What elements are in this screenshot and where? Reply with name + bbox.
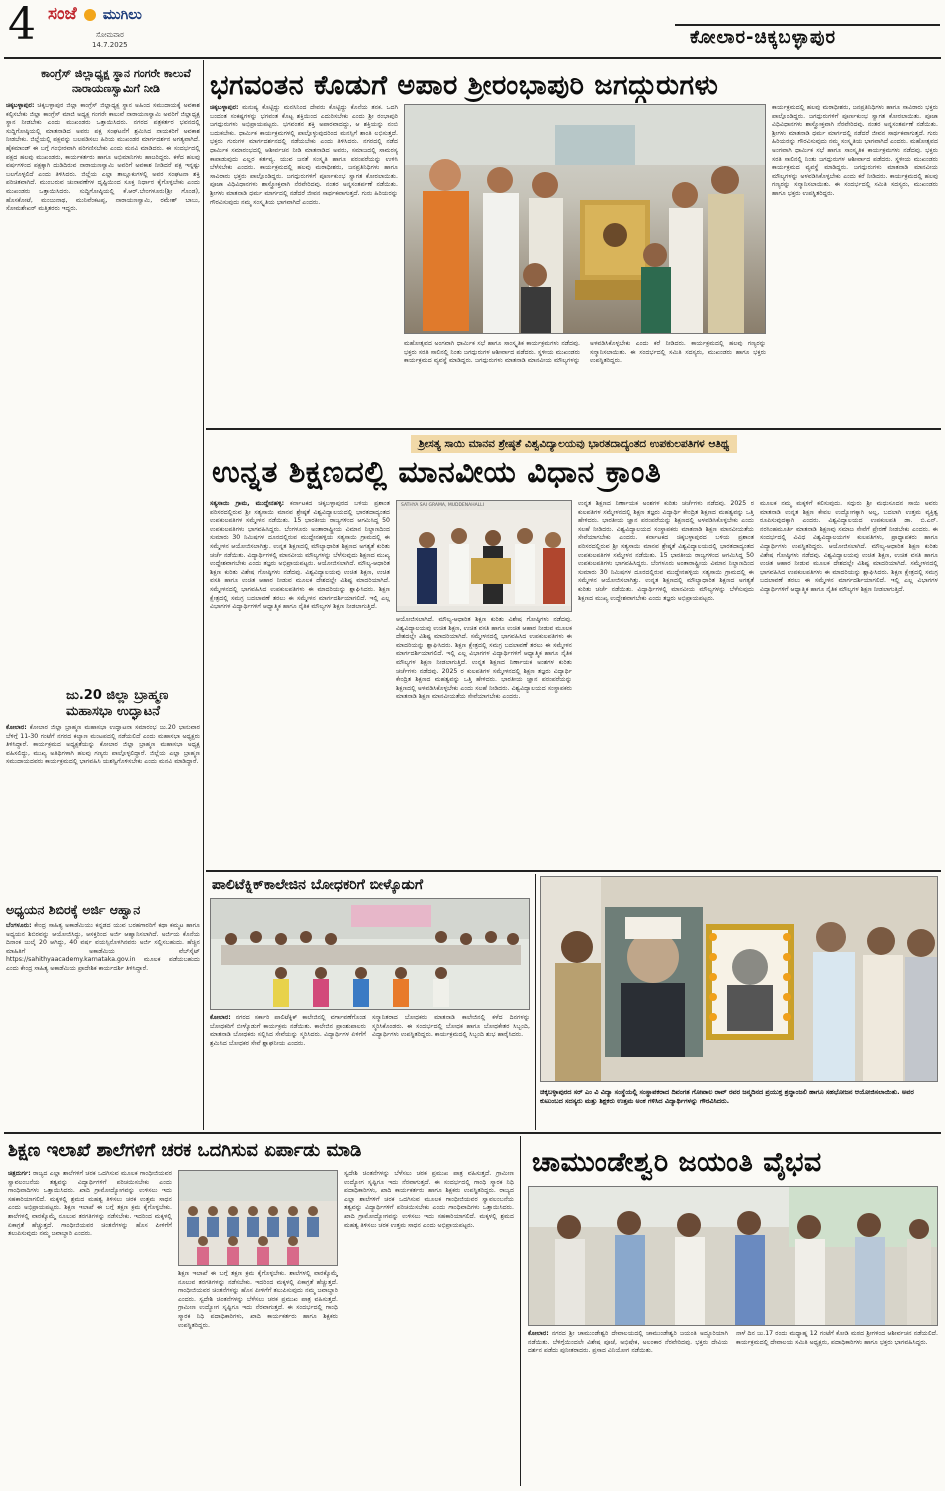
chamundeshwari-dateline: ಕೋಲಾರ: — [528, 1330, 549, 1337]
charaka-col-2-cont: ಸ್ವದೇಶಿ ಚಿಂತನೆಗಳನ್ನು ಬೆಳೆಸಲು ಚರಕ ಪ್ರಮುಖ ಪಾತ್ರ ವಹಿಸುತ್ತದೆ. ಗ್ರಾಮೀಣ ಉದ್ಯೋಗ ಸೃಷ್ಟಿಗೂ ಇದು ನೆರವಾಗುತ್ತದೆ. ಈ ಸಂದರ್ಭದಲ್ಲಿ ಗಾಂಧಿ ಸ್ಮಾರಕ ನಿಧಿ ಪದಾಧಿಕಾರಿಗಳು, ಖಾದಿ ಕಾರ್ಯಕರ್ತರು ಹಾಗೂ ಶಿಕ್ಷಕರು ಉಪಸ್ಥಿತರಿದ್ದರು. — [178, 1295, 338, 1329]
polytechnic-photo-illustration — [211, 899, 529, 1009]
polytechnic-dateline: ಕೋಲಾರ: — [210, 1014, 231, 1021]
visvesvaraya-photo — [540, 876, 938, 1082]
education-headline: ಉನ್ನತ ಶಿಕ್ಷಣದಲ್ಲಿ ಮಾನವೀಯ ವಿಧಾನ ಕ್ರಾಂತಿ — [212, 455, 662, 490]
education-photo-caption: SATHYA SAI GRAMA, MUDDENAHALLI — [401, 503, 485, 508]
education-photo — [396, 500, 572, 612]
chamundeshwari-photo — [528, 1186, 938, 1326]
left-story-3-dateline: ಬೆಂಗಳೂರು: — [6, 922, 32, 929]
charaka-col-3-cont: ರಾಜ್ಯದ ಎಲ್ಲಾ ಶಾಲೆಗಳಿಗೆ ಚರಕ ಒದಗಿಸುವ ಮೂಲಕ ಗಾಂಧೀಜಿಯವರ ಸ್ವಾವಲಂಬನೆಯ ತತ್ವವನ್ನು ವಿದ್ಯಾರ್ಥಿಗಳಿಗೆ ಪರಿಚಯಿಸಬೇಕು ಎಂದು ಗಾಂಧಿವಾದಿಗಳು ಒತ್ತಾಯಿಸಿದರು. ಖಾದಿ ಗ್ರಾಮೋದ್ಯೋಗವನ್ನು ಉಳಿಸಲು ಇದು ಸಹಕಾರಿಯಾಗಲಿದೆ. ಮಕ್ಕಳಲ್ಲಿ ಶ್ರಮದ ಮಹತ್ವ ತಿಳಿಸಲು ಚರಕ ಉತ್ತಮ ಸಾಧನ ಎಂದು ಅಭಿಪ್ರಾಯಪಟ್ಟರು. — [344, 1187, 514, 1229]
education-col-2-text: ಆಯೋಜಿಸಲಾಗಿದೆ. ಮೌಲ್ಯ-ಆಧಾರಿತ ಶಿಕ್ಷಣ ಕುರಿತು ವಿಶೇಷ ಗೋಷ್ಠಿಗಳು ನಡೆದವು. ವಿಶ್ವವಿದ್ಯಾಲಯವು ಉಚಿತ ಶಿಕ್ಷಣ, ಉಚಿತ ವಸತಿ ಹಾಗೂ ಉಚಿತ ಆಹಾರ ನೀಡುವ ಮೂಲಕ ದೇಶದಲ್ಲೇ ವಿಶಿಷ್ಟ ಮಾದರಿಯಾಗಿದೆ. ಸಮ್ಮೇಳನದಲ್ಲಿ ಭಾಗವಹಿಸಿದ ಉಪಕುಲಪತಿಗಳು ಈ ಮಾದರಿಯನ್ನು ಶ್ಲಾಘಿಸಿದರು. ಶಿಕ್ಷಣ ಕ್ಷೇತ್ರದಲ್ಲಿ ಸಮಗ್ರ ಬದಲಾವಣೆ ತರಲು ಈ ಸಮ್ಮೇಳನ ಮಾರ್ಗದರ್ಶಿಯಾಗಲಿದೆ. ಇಲ್ಲಿ ಎಲ್ಲ ವಿಭಾಗಗಳ ವಿದ್ಯಾರ್ಥಿಗಳಿಗೆ ಆಧ್ಯಾತ್ಮಿಕ ಹಾಗೂ ನೈತಿಕ ಮೌಲ್ಯಗಳ ಶಿಕ್ಷಣ ನೀಡಲಾಗುತ್ತಿದೆ. — [396, 616, 572, 666]
lead-photo — [404, 104, 766, 334]
left-story-2-body: ಕೋಲಾರ ಜಿಲ್ಲಾ ಬ್ರಾಹ್ಮಣ ಮಹಾಸಭಾ ಉದ್ಘಾಟನಾ ಸಮಾರಂಭ ಜು.20 ಭಾನುವಾರ ಬೆಳಿಗ್ಗೆ 11-30 ಗಂಟೆಗೆ ನಗರದ ಕಲ್ಯಾಣ ಮಂಟಪದಲ್ಲಿ ನಡೆಯಲಿದೆ ಎಂದು ಮಹಾಸಭಾ ಅಧ್ಯಕ್ಷರು ತಿಳಿಸಿದ್ದಾರೆ. ಕಾರ್ಯಕ್ರಮದ ಅಧ್ಯಕ್ಷತೆಯನ್ನು ಕೋಲಾರ ಜಿಲ್ಲಾ ಬ್ರಾಹ್ಮಣ ಮಹಾಸಭಾ ಅಧ್ಯಕ್ಷ ವಹಿಸಲಿದ್ದು, ಮುಖ್ಯ ಅತಿಥಿಗಳಾಗಿ ಹಲವು ಗಣ್ಯರು ಪಾಲ್ಗೊಳ್ಳಲಿದ್ದಾರೆ. ಜಿಲ್ಲೆಯ ಎಲ್ಲಾ ಬ್ರಾಹ್ಮಣ ಸಮುದಾಯದವರು ಕಾರ್ಯಕ್ರಮದಲ್ಲಿ ಭಾಗವಹಿಸಿ ಯಶಸ್ವಿಗೊಳಿಸಬೇಕು ಎಂದು ಮನವಿ ಮಾಡಿದ್ದಾರೆ. — [6, 724, 200, 766]
logo-sanje: ಸಂಜೆ — [48, 4, 77, 24]
polytechnic-col-1-text: ನಗರದ ಸರ್ಕಾರಿ ಪಾಲಿಟೆಕ್ನಿಕ್ ಕಾಲೇಜಿನಲ್ಲಿ ವರ್ಗಾವಣೆಗೊಂಡ ಬೋಧಕರಿಗೆ ಬೀಳ್ಕೊಡುಗೆ ಕಾರ್ಯಕ್ರಮ ನಡೆಯಿತು. ಕಾಲೇಜಿನ ಪ್ರಾಂಶುಪಾಲರು ಮಾತನಾಡಿ ಬೋಧಕರು ಸಲ್ಲಿಸಿದ ಸೇವೆಯನ್ನು ಸ್ಮರಿಸಿದರು. ವಿದ್ಯಾರ್ಥಿಗಳ ಏಳಿಗೆಗೆ ಶ್ರಮಿಸಿದ ಬೋಧಕರ ಸೇವೆ ಶ್ಲಾಘನೀಯ ಎಂದರು. — [210, 1014, 366, 1047]
education-col-3 — [578, 500, 754, 868]
charaka-dateline: ಚಿತ್ರದುರ್ಗ: — [8, 1170, 31, 1177]
lead-photo-illustration — [405, 105, 765, 333]
left-story-3-headline: ಅಧ್ಯಯನ ಶಿಬಿರಕ್ಕೆ ಅರ್ಜಿ ಆಹ್ವಾನ — [6, 902, 141, 917]
masthead-date: 14.7.2025 — [92, 41, 128, 49]
education-col-1 — [210, 500, 390, 868]
charaka-col-2 — [178, 1270, 338, 1486]
left-story-3 — [6, 902, 200, 1128]
chamundeshwari-col-2-text: ನಾಳೆ ದಿನ ಜು.17 ರಂದು ಮಧ್ಯಾಹ್ನ 12 ಗಂಟೆಗೆ ಕೋಡಿ ಮಠದ ಶ್ರೀಗಳಿಂದ ಆಶೀರ್ವಚನ ನಡೆಯಲಿದೆ. ಕಾರ್ಯಕ್ರಮದಲ್ಲಿ ದೇವಾಲಯ ಸಮಿತಿ ಅಧ್ಯಕ್ಷರು, ಪದಾಧಿಕಾರಿಗಳು ಹಾಗೂ ಭಕ್ತರು ಭಾಗವಹಿಸಿದ್ದರು. — [736, 1330, 938, 1346]
lead-col-4-text-cont: ಮಹೋತ್ಸವದ ಅಂಗವಾಗಿ ಧಾರ್ಮಿಕ ಸಭೆ ಹಾಗೂ ಸಾಂಸ್ಕೃತಿಕ ಕಾರ್ಯಕ್ರಮಗಳು ನಡೆದವು. ಭಕ್ತರು ಸರತಿ ಸಾಲಿನಲ್ಲಿ ನಿಂತು ಜಗದ್ಗುರುಗಳ ಆಶೀರ್ವಾದ ಪಡೆದರು. ಸ್ಥಳೀಯ ಮುಖಂಡರು ಕಾರ್ಯಕ್ರಮದ ವ್ಯವಸ್ಥೆ ಮಾಡಿದ್ದರು. ಜಗದ್ಗುರುಗಳು ಮಾತನಾಡಿ ಮಾನವೀಯ ಮೌಲ್ಯಗಳನ್ನು ಅಳವಡಿಸಿಕೊಳ್ಳಬೇಕು ಎಂದು ಕರೆ ನೀಡಿದರು. ಕಾರ್ಯಕ್ರಮದಲ್ಲಿ ಹಲವು ಗಣ್ಯರನ್ನು ಸನ್ಮಾನಿಸಲಾಯಿತು. ಈ ಸಂದರ್ಭದಲ್ಲಿ ಸಮಿತಿ ಸದಸ್ಯರು, ಮುಖಂಡರು ಹಾಗೂ ಭಕ್ತರು ಉಪಸ್ಥಿತರಿದ್ದರು. — [772, 138, 938, 197]
lead-headline: ಭಗವಂತನ ಕೊಡುಗೆ ಅಪಾರ ಶ್ರೀರಂಭಾಪುರಿ ಜಗದ್ಗುರುಗಳು — [210, 70, 719, 101]
education-kicker — [208, 432, 940, 450]
masthead-logo — [48, 4, 194, 32]
education-col-1-cont: ಆಯೋಜಿಸಲಾಗಿದೆ. ಮೌಲ್ಯ-ಆಧಾರಿತ ಶಿಕ್ಷಣ ಕುರಿತು ವಿಶೇಷ ಗೋಷ್ಠಿಗಳು ನಡೆದವು. ವಿಶ್ವವಿದ್ಯಾಲಯವು ಉಚಿತ ಶಿಕ್ಷಣ, ಉಚಿತ ವಸತಿ ಹಾಗೂ ಉಚಿತ ಆಹಾರ ನೀಡುವ ಮೂಲಕ ದೇಶದಲ್ಲೇ ವಿಶಿಷ್ಟ ಮಾದರಿಯಾಗಿದೆ. ಸಮ್ಮೇಳನದಲ್ಲಿ ಭಾಗವಹಿಸಿದ ಉಪಕುಲಪತಿಗಳು ಈ ಮಾದರಿಯನ್ನು ಶ್ಲಾಘಿಸಿದರು. ಶಿಕ್ಷಣ ಕ್ಷೇತ್ರದಲ್ಲಿ ಸಮಗ್ರ ಬದಲಾವಣೆ ತರಲು ಈ ಸಮ್ಮೇಳನ ಮಾರ್ಗದರ್ಶಿಯಾಗಲಿದೆ. ಇಲ್ಲಿ ಎಲ್ಲ ವಿಭಾಗಗಳ ವಿದ್ಯಾರ್ಥಿಗಳಿಗೆ ಆಧ್ಯಾತ್ಮಿಕ ಹಾಗೂ ನೈತಿಕ ಮೌಲ್ಯಗಳ ಶಿಕ್ಷಣ ನೀಡಲಾಗುತ್ತಿದೆ. — [210, 560, 390, 611]
left-story-3-body: ಕೇಂದ್ರ ಸಾಹಿತ್ಯ ಅಕಾಡೆಮಿಯು ಕನ್ನಡದ ಯುವ ಬರಹಗಾರರಿಗೆ ಕಥಾ ಕಮ್ಮಟ ಹಾಗೂ ಅಧ್ಯಯನ ಶಿಬಿರವನ್ನು ಆಯೋಜಿಸಿದ್ದು, ಆಸಕ್ತರಿಂದ ಅರ್ಜಿ ಆಹ್ವಾನಿಸಲಾಗಿದೆ. ಅರ್ಜಿಯ ಕೊನೆಯ ದಿನಾಂಕ ಜುಲೈ 20 ಆಗಿದ್ದು, 40 ವರ್ಷ ವಯಸ್ಸಿನೊಳಗಿನವರು ಅರ್ಜಿ ಸಲ್ಲಿಸಬಹುದು. ಹೆಚ್ಚಿನ ಮಾಹಿತಿಗೆ ಅಕಾಡೆಮಿಯ ವೆಬ್‌ಸೈಟ್ https://sahithyaacademy.karnataka.gov.in ಮೂಲಕ ಪಡೆಯಬಹುದು ಎಂದು ಕೇಂದ್ರ ಸಾಹಿತ್ಯ ಅಕಾಡೆಮಿಯ ಪ್ರಾದೇಶಿಕ ಕಾರ್ಯದರ್ಶಿ ತಿಳಿಸಿದ್ದಾರೆ. — [6, 922, 200, 972]
education-kicker-text: ಶ್ರೀಸತ್ಯ ಸಾಯಿ ಮಾನವ ಶ್ರೇಷ್ಠತೆ ವಿಶ್ವವಿದ್ಯಾಲಯವು ಭಾರತದಾದ್ಯಂತದ ಉಪಕುಲಪತಿಗಳ ಆತಿಥ್ಯ — [411, 435, 737, 453]
section-rule — [675, 24, 940, 26]
education-col-2-cont: ಉನ್ನತ ಶಿಕ್ಷಣದ ನಿರ್ಣಾಯಕ ಅಂಶಗಳ ಕುರಿತು ಚರ್ಚೆಗಳು ನಡೆದವು. 2025 ರ ಕುಲಪತಿಗಳ ಸಮ್ಮೇಳನದಲ್ಲಿ ಶಿಕ್ಷಣ ತಜ್ಞರು ವಿದ್ಯಾರ್ಥಿ ಕೇಂದ್ರಿತ ಶಿಕ್ಷಣದ ಮಹತ್ವವನ್ನು ಒತ್ತಿ ಹೇಳಿದರು. ಭಾರತೀಯ ಜ್ಞಾನ ಪರಂಪರೆಯನ್ನು ಶಿಕ್ಷಣದಲ್ಲಿ ಅಳವಡಿಸಿಕೊಳ್ಳಬೇಕು ಎಂದು ಸಲಹೆ ನೀಡಿದರು. ವಿಶ್ವವಿದ್ಯಾಲಯದ ಸಂಸ್ಥಾಪಕರು ಮಾತನಾಡಿ ಶಿಕ್ಷಣ ಮಾನವೀಯತೆಯ ಸೇವೆಯಾಗಬೇಕು ಎಂದರು. — [396, 658, 572, 701]
masthead-day: ಸೋಮವಾರ — [96, 31, 124, 39]
charaka-col-1-text: ರಾಜ್ಯದ ಎಲ್ಲಾ ಶಾಲೆಗಳಿಗೆ ಚರಕ ಒದಗಿಸುವ ಮೂಲಕ ಗಾಂಧೀಜಿಯವರ ಸ್ವಾವಲಂಬನೆಯ ತತ್ವವನ್ನು ವಿದ್ಯಾರ್ಥಿಗಳಿಗೆ ಪರಿಚಯಿಸಬೇಕು ಎಂದು ಗಾಂಧಿವಾದಿಗಳು ಒತ್ತಾಯಿಸಿದರು. ಖಾದಿ ಗ್ರಾಮೋದ್ಯೋಗವನ್ನು ಉಳಿಸಲು ಇದು ಸಹಕಾರಿಯಾಗಲಿದೆ. ಮಕ್ಕಳಲ್ಲಿ ಶ್ರಮದ ಮಹತ್ವ ತಿಳಿಸಲು ಚರಕ ಉತ್ತಮ ಸಾಧನ ಎಂದು ಅಭಿಪ್ರಾಯಪಟ್ಟರು. — [8, 1170, 172, 1212]
polytechnic-headline: ಪಾಲಿಟೆಕ್ನಿಕ್‌ಕಾಲೇಜಿನ ಬೋಧಕರಿಗೆ ಬೀಳ್ಕೊಡುಗೆ — [212, 877, 424, 893]
charaka-headline: ಶಿಕ್ಷಣ ಇಲಾಖೆ ಶಾಲೆಗಳಿಗೆ ಚರಕ ಒದಗಿಸುವ ಏರ್ಪಾಡು ಮಾಡಿ — [8, 1140, 362, 1161]
logo-mugilu: ಮುಗಿಲು — [102, 7, 142, 23]
left-story-2 — [6, 688, 200, 896]
lead-bottom-rule — [206, 428, 941, 430]
education-col-3-cont: ಕರ್ನಾಟಕದ ಚಿಕ್ಕಬಳ್ಳಾಪುರದ ಬಳಿಯ ಪ್ರಶಾಂತ ಪರಿಸರದಲ್ಲಿರುವ ಶ್ರೀ ಸತ್ಯಸಾಯಿ ಮಾನವ ಶ್ರೇಷ್ಠತೆ ವಿಶ್ವವಿದ್ಯಾಲಯದಲ್ಲಿ ಭಾರತದಾದ್ಯಂತದ ಉಪಕುಲಪತಿಗಳ ಸಮ್ಮೇಳನ ನಡೆಯಿತು. 15 ಭಾರತೀಯ ರಾಜ್ಯಗಳಿಂದ ಆಗಮಿಸಿದ್ದ 50 ಉಪಕುಲಪತಿಗಳು ಭಾಗವಹಿಸಿದ್ದರು. ಬೆಂಗಳೂರು ಅಂತಾರಾಷ್ಟ್ರೀಯ ವಿಮಾನ ನಿಲ್ದಾಣದಿಂದ ಸುಮಾರು 30 ನಿಮಿಷಗಳ ದೂರದಲ್ಲಿರುವ ಮುದ್ದೇನಹಳ್ಳಿಯ ಸತ್ಯಸಾಯಿ ಗ್ರಾಮದಲ್ಲಿ ಈ ಸಮ್ಮೇಳನ ಆಯೋಜಿಸಲಾಗಿತ್ತು. ಉನ್ನತ ಶಿಕ್ಷಣದಲ್ಲಿ ಮೌಲ್ಯಾಧಾರಿತ ಶಿಕ್ಷಣದ ಅಗತ್ಯತೆ ಕುರಿತು ಚರ್ಚೆ ನಡೆಯಿತು. ವಿದ್ಯಾರ್ಥಿಗಳಲ್ಲಿ ಮಾನವೀಯ ಮೌಲ್ಯಗಳನ್ನು ಬೆಳೆಸುವುದು ಶಿಕ್ಷಣದ ಮುಖ್ಯ ಉದ್ದೇಶವಾಗಬೇಕು ಎಂದು ತಜ್ಞರು ಅಭಿಪ್ರಾಯಪಟ್ಟರು. — [578, 534, 754, 602]
lead-col-3 — [404, 340, 766, 424]
bottom-split-rule — [520, 1136, 521, 1486]
section-title: ಕೋಲಾರ-ಚಿಕ್ಕಬಳ್ಳಾಪುರ — [690, 27, 837, 48]
visvesvaraya-caption: ಚಿಕ್ಕಬಳ್ಳಾಪುರದ ಸರ್ ಎಂ ವಿ ವಿದ್ಯಾ ಸಂಸ್ಥೆಯಲ್ಲಿ ಸಂಸ್ಥಾಪಕರಾದ ದಿವಂಗತ ಗೋಪಾಲ ರಾವ್ ರವರ ಜನ್ಮದಿನದ ಪ್ರಯುಕ್ತ ಶ್ರದ್ಧಾಂಜಲಿ ಹಾಗೂ ಸಹಭೋಜನ ಆಯೋಜಿಸಲಾಯಿತು. ಅವರ ಕುಟುಂಬದ ಸದಸ್ಯರು ಮತ್ತು ಶಿಕ್ಷಕರು ಉತ್ತಮ ಅಂಕ ಗಳಿಸಿದ ವಿದ್ಯಾರ್ಥಿಗಳನ್ನು ಗೌರವಿಸಿದರು. — [540, 1088, 914, 1105]
lead-col-1-text: ಮನುಷ್ಯ ಕೊಟ್ಟಿದ್ದು ಮನಸಿನಿಂದ ದೇವರು ಕೊಟ್ಟಿದ್ದು ಕೊನೆಯ ತನಕ. ಒದಗಿ ಬಂದಂತ ಸಂಕಷ್ಟಗಳನ್ನು ಭಗವಂತ ಕೊಟ್ಟ ಶಕ್ತಿಯಿಂದ ಎದುರಿಸಬೇಕು ಎಂದು ಶ್ರೀ ರಂಭಾಪುರಿ ಜಗದ್ಗುರುಗಳು ಅಭಿಪ್ರಾಯಪಟ್ಟರು. ಭಗವಂತನ ಶಕ್ತಿ ಅಪಾರವಾದದ್ದು, ಆ ಶಕ್ತಿಯನ್ನು ನಂಬಿ ಬದುಕಬೇಕು. ಧಾರ್ಮಿಕ ಕಾರ್ಯಕ್ರಮಗಳಲ್ಲಿ ಪಾಲ್ಗೊಳ್ಳುವುದರಿಂದ ಮನಸ್ಸಿಗೆ ಶಾಂತಿ ಲಭಿಸುತ್ತದೆ. ಭಕ್ತರು ಗುರುಗಳ ಮಾರ್ಗದರ್ಶನದಲ್ಲಿ ನಡೆಯಬೇಕು ಎಂದು ತಿಳಿಸಿದರು. ನಗರದಲ್ಲಿ ನಡೆದ ಧಾರ್ಮಿಕ ಸಮಾರಂಭದಲ್ಲಿ ಆಶೀರ್ವಚನ ನೀಡಿ ಮಾತನಾಡಿದ ಅವರು, ಸಮಾಜದಲ್ಲಿ ಸಾಮರಸ್ಯ ಕಾಪಾಡುವುದು ಎಲ್ಲರ ಕರ್ತವ್ಯ. ಯುವ ಜನತೆ ಸಂಸ್ಕೃತಿ ಹಾಗೂ ಪರಂಪರೆಯನ್ನು ಉಳಿಸಿ ಬೆಳೆಸಬೇಕು ಎಂದರು. — [210, 104, 398, 172]
charaka-col-3 — [344, 1170, 514, 1486]
left-story-2-headline: ಜು.20 ಜಿಲ್ಲಾ ಬ್ರಾಹ್ಮಣ ಮಹಾಸಭಾ ಉದ್ಘಾಟನೆ — [66, 688, 169, 719]
polytechnic-col-2 — [372, 1014, 530, 1128]
lead-col-2-text: ಕಾರ್ಯಕ್ರಮದಲ್ಲಿ ಹಲವು ಮಠಾಧೀಶರು, ಜನಪ್ರತಿನಿಧಿಗಳು ಹಾಗೂ ಸಾವಿರಾರು ಭಕ್ತರು ಪಾಲ್ಗೊಂಡಿದ್ದರು. ಜಗದ್ಗುರುಗಳಿಗೆ ಪೂರ್ಣಕುಂಭ ಸ್ವಾಗತ ಕೋರಲಾಯಿತು. ಪೂಜಾ ವಿಧಿವಿಧಾನಗಳು ಶಾಸ್ತ್ರೋಕ್ತವಾಗಿ ನೆರವೇರಿದವು. ನಂತರ ಅನ್ನಸಂತರ್ಪಣೆ ನಡೆಯಿತು. ಶ್ರೀಗಳು ಮಾತನಾಡಿ ಧರ್ಮ ಮಾರ್ಗದಲ್ಲಿ ನಡೆದರೆ ಜೀವನ ಸಾರ್ಥಕವಾಗುತ್ತದೆ. ಗುರು ಹಿರಿಯರನ್ನು ಗೌರವಿಸುವುದು ನಮ್ಮ ಸಂಸ್ಕೃತಿಯ ಭಾಗವಾಗಿದೆ ಎಂದರು. — [210, 164, 398, 206]
masthead — [0, 0, 945, 58]
education-col-4 — [760, 500, 938, 868]
charaka-photo-illustration — [179, 1171, 337, 1265]
mid-bottom-rule — [4, 1132, 941, 1134]
left-story-2-dateline: ಕೋಲಾರ: — [6, 724, 27, 731]
lead-col-1 — [210, 104, 398, 424]
charaka-col-1-cont: ಶಿಕ್ಷಣ ಇಲಾಖೆ ಈ ಬಗ್ಗೆ ತಕ್ಷಣ ಕ್ರಮ ಕೈಗೊಳ್ಳಬೇಕು. ಶಾಲೆಗಳಲ್ಲಿ ವಾರಕ್ಕೊಮ್ಮೆ ನೂಲುವ ತರಗತಿಗಳನ್ನು ನಡೆಸಬೇಕು. ಇದರಿಂದ ಮಕ್ಕಳಲ್ಲಿ ಏಕಾಗ್ರತೆ ಹೆಚ್ಚುತ್ತದೆ. ಗಾಂಧೀಜಿಯವರ ಚಿಂತನೆಗಳನ್ನು ಹೊಸ ಪೀಳಿಗೆಗೆ ತಲುಪಿಸುವುದು ನಮ್ಮ ಜವಾಬ್ದಾರಿ ಎಂದರು. — [8, 1204, 172, 1238]
charaka-col-1 — [8, 1170, 172, 1486]
top-rule — [4, 57, 941, 59]
lead-col-3-text: ಮಹೋತ್ಸವದ ಅಂಗವಾಗಿ ಧಾರ್ಮಿಕ ಸಭೆ ಹಾಗೂ ಸಾಂಸ್ಕೃತಿಕ ಕಾರ್ಯಕ್ರಮಗಳು ನಡೆದವು. ಭಕ್ತರು ಸರತಿ ಸಾಲಿನಲ್ಲಿ ನಿಂತು ಜಗದ್ಗುರುಗಳ ಆಶೀರ್ವಾದ ಪಡೆದರು. ಸ್ಥಳೀಯ ಮುಖಂಡರು ಕಾರ್ಯಕ್ರಮದ ವ್ಯವಸ್ಥೆ ಮಾಡಿದ್ದರು. ಜಗದ್ಗುರುಗಳು ಮಾತನಾಡಿ ಮಾನವೀಯ ಮೌಲ್ಯಗಳನ್ನು ಅಳವಡಿಸಿಕೊಳ್ಳಬೇಕು ಎಂದು ಕರೆ ನೀಡಿದರು. ಕಾರ್ಯಕ್ರಮದಲ್ಲಿ ಹಲವು ಗಣ್ಯರನ್ನು ಸನ್ಮಾನಿಸಲಾಯಿತು. ಈ ಸಂದರ್ಭದಲ್ಲಿ ಸಮಿತಿ ಸದಸ್ಯರು, ಮುಖಂಡರು ಹಾಗೂ ಭಕ್ತರು ಉಪಸ್ಥಿತರಿದ್ದರು. — [404, 340, 766, 365]
education-photo-illustration — [397, 510, 571, 606]
visvesvaraya-photo-illustration — [541, 877, 937, 1081]
left-story-1-headline: ಕಾಂಗ್ರೆಸ್ ಜಿಲ್ಲಾಧ್ಯಕ್ಷ ಸ್ಥಾನ ಗಂಗರೇ ಕಾಲುವೆ ನಾರಾಯಣಸ್ವಾಮಿಗೆ ನೀಡಿ — [41, 67, 191, 95]
education-col-1-text: ಕರ್ನಾಟಕದ ಚಿಕ್ಕಬಳ್ಳಾಪುರದ ಬಳಿಯ ಪ್ರಶಾಂತ ಪರಿಸರದಲ್ಲಿರುವ ಶ್ರೀ ಸತ್ಯಸಾಯಿ ಮಾನವ ಶ್ರೇಷ್ಠತೆ ವಿಶ್ವವಿದ್ಯಾಲಯದಲ್ಲಿ ಭಾರತದಾದ್ಯಂತದ ಉಪಕುಲಪತಿಗಳ ಸಮ್ಮೇಳನ ನಡೆಯಿತು. 15 ಭಾರತೀಯ ರಾಜ್ಯಗಳಿಂದ ಆಗಮಿಸಿದ್ದ 50 ಉಪಕುಲಪತಿಗಳು ಭಾಗವಹಿಸಿದ್ದರು. ಬೆಂಗಳೂರು ಅಂತಾರಾಷ್ಟ್ರೀಯ ವಿಮಾನ ನಿಲ್ದಾಣದಿಂದ ಸುಮಾರು 30 ನಿಮಿಷಗಳ ದೂರದಲ್ಲಿರುವ ಮುದ್ದೇನಹಳ್ಳಿಯ ಸತ್ಯಸಾಯಿ ಗ್ರಾಮದಲ್ಲಿ ಈ ಸಮ್ಮೇಳನ ಆಯೋಜಿಸಲಾಗಿತ್ತು. ಉನ್ನತ ಶಿಕ್ಷಣದಲ್ಲಿ ಮೌಲ್ಯಾಧಾರಿತ ಶಿಕ್ಷಣದ ಅಗತ್ಯತೆ ಕುರಿತು ಚರ್ಚೆ ನಡೆಯಿತು. ವಿದ್ಯಾರ್ಥಿಗಳಲ್ಲಿ ಮಾನವೀಯ ಮೌಲ್ಯಗಳನ್ನು ಬೆಳೆಸುವುದು ಶಿಕ್ಷಣದ ಮುಖ್ಯ ಉದ್ದೇಶವಾಗಬೇಕು ಎಂದು ತಜ್ಞರು ಅಭಿಪ್ರಾಯಪಟ್ಟರು. — [210, 500, 390, 568]
sun-icon — [84, 9, 96, 21]
charaka-col-2-text: ಶಿಕ್ಷಣ ಇಲಾಖೆ ಈ ಬಗ್ಗೆ ತಕ್ಷಣ ಕ್ರಮ ಕೈಗೊಳ್ಳಬೇಕು. ಶಾಲೆಗಳಲ್ಲಿ ವಾರಕ್ಕೊಮ್ಮೆ ನೂಲುವ ತರಗತಿಗಳನ್ನು ನಡೆಸಬೇಕು. ಇದರಿಂದ ಮಕ್ಕಳಲ್ಲಿ ಏಕಾಗ್ರತೆ ಹೆಚ್ಚುತ್ತದೆ. ಗಾಂಧೀಜಿಯವರ ಚಿಂತನೆಗಳನ್ನು ಹೊಸ ಪೀಳಿಗೆಗೆ ತಲುಪಿಸುವುದು ನಮ್ಮ ಜವಾಬ್ದಾರಿ ಎಂದರು. — [178, 1270, 338, 1303]
polytechnic-col-1 — [210, 1014, 366, 1128]
left-story-1-dateline: ಚಿಕ್ಕಬಳ್ಳಾಪುರ: — [6, 102, 35, 109]
polytechnic-side-rule — [535, 874, 536, 1130]
education-col-4-text: ಮೂಲಕ ನಮ್ಮ ಮಕ್ಕಳಿಗೆ ಕಲಿಸುವುದು. ಸದ್ಗುರು ಶ್ರೀ ಮಧುಸೂದನ ಸಾಯಿ ಅವರು ಮಾತನಾಡಿ ಉನ್ನತ ಶಿಕ್ಷಣ ಕೇವಲ ಉದ್ಯೋಗಕ್ಕಾಗಿ ಅಲ್ಲ, ಬದಲಾಗಿ ಉತ್ತಮ ವ್ಯಕ್ತಿತ್ವ ರೂಪಿಸುವುದಕ್ಕಾಗಿ ಎಂದರು. ವಿಶ್ವವಿದ್ಯಾಲಯದ ಉಪಕುಲಪತಿ ಡಾ. ಬಿ.ಎನ್. ನರಸಿಂಹಮೂರ್ತಿ ಮಾತನಾಡಿ ಶಿಕ್ಷಣವು ಸಮಾಜ ಸೇವೆಗೆ ಪ್ರೇರಣೆ ನೀಡಬೇಕು ಎಂದರು. ಈ ಸಂದರ್ಭದಲ್ಲಿ ವಿವಿಧ ವಿಶ್ವವಿದ್ಯಾಲಯಗಳ ಕುಲಪತಿಗಳು, ಪ್ರಾಧ್ಯಾಪಕರು ಹಾಗೂ ವಿದ್ಯಾರ್ಥಿಗಳು ಉಪಸ್ಥಿತರಿದ್ದರು. — [760, 500, 938, 550]
chamundeshwari-headline: ಚಾಮುಂಡೇಶ್ವರಿ ಜಯಂತಿ ವೈಭವ — [532, 1147, 822, 1178]
left-story-1-body: ಚಿಕ್ಕಬಳ್ಳಾಪುರ ಜಿಲ್ಲಾ ಕಾಂಗ್ರೆಸ್ ಜಿಲ್ಲಾಧ್ಯಕ್ಷ ಸ್ಥಾನ ಅಹಿಂದ ಸಮುದಾಯಕ್ಕೆ ಅವಕಾಶ ಕಲ್ಪಿಸಬೇಕು ಜಿಲ್ಲಾ ಕಾಂಗ್ರೆಸ್ ಮಾಜಿ ಅಧ್ಯಕ್ಷ ಗಂಗರೇ ಕಾಲುವೆ ನಾರಾಯಣಸ್ವಾಮಿ ಅವರಿಗೆ ಜಿಲ್ಲಾಧ್ಯಕ್ಷ ಸ್ಥಾನ ನೀಡಬೇಕು ಎಂದು ಮುಖಂಡರು ಒತ್ತಾಯಿಸಿದರು. ನಗರದ ಪತ್ರಕರ್ತರ ಭವನದಲ್ಲಿ ಸುದ್ದಿಗೋಷ್ಠಿಯಲ್ಲಿ ಮಾತನಾಡಿದ ಅವರು ಪಕ್ಷ ಸಂಘಟನೆಗೆ ಶ್ರಮಿಸಿದ ನಾಯಕರಿಗೆ ಅವಕಾಶ ನೀಡಬೇಕು. ಜಿಲ್ಲೆಯಲ್ಲಿ ಪಕ್ಷವನ್ನು ಬಲಪಡಿಸಲು ಹಿರಿಯ ಮುಖಂಡರ ಮಾರ್ಗದರ್ಶನ ಅಗತ್ಯವಾಗಿದೆ. ಹೈಕಮಾಂಡ್ ಈ ಬಗ್ಗೆ ಗಂಭೀರವಾಗಿ ಪರಿಗಣಿಸಬೇಕು ಎಂದು ಮನವಿ ಮಾಡಿದರು. ಈ ಸಂದರ್ಭದಲ್ಲಿ ಪಕ್ಷದ ಹಲವು ಮುಖಂಡರು, ಕಾರ್ಯಕರ್ತರು ಹಾಗೂ ಅಭಿಮಾನಿಗಳು ಹಾಜರಿದ್ದರು. ಕಳೆದ ಹಲವು ವರ್ಷಗಳಿಂದ ಪಕ್ಷಕ್ಕಾಗಿ ದುಡಿದಿರುವ ನಾರಾಯಣಸ್ವಾಮಿ ಅವರಿಗೆ ಅವಕಾಶ ನೀಡಿದರೆ ಪಕ್ಷ ಇನ್ನಷ್ಟು ಬಲಗೊಳ್ಳಲಿದೆ ಎಂದು ತಿಳಿಸಿದರು. ಜಿಲ್ಲೆಯ ಎಲ್ಲಾ ತಾಲ್ಲೂಕುಗಳಲ್ಲಿ ಅವರ ಸಂಘಟನಾ ಶಕ್ತಿ ಪರಿಚಿತವಾಗಿದೆ. ಮುಂಬರುವ ಚುನಾವಣೆಗಳ ದೃಷ್ಟಿಯಿಂದ ಸೂಕ್ತ ನಿರ್ಧಾರ ಕೈಗೊಳ್ಳಬೇಕು ಎಂದು ಮುಖಂಡರು ಒತ್ತಾಯಿಸಿದರು. ಸುದ್ದಿಗೋಷ್ಠಿಯಲ್ಲಿ ಕೆ.ಆರ್.ಬೇಂಗಳೂರು(ಶ್ರೀ ಗೊಂಡ), ಹೊಸಕೋಟೆ, ಮಂಜುನಾಥ, ಮುನಿವೆಂಕಟಪ್ಪ, ನಾರಾಯಣಸ್ವಾಮಿ, ರಮೇಶ್ ಬಾಬು, ಸೋಮಶೇಖರ್ ಮತ್ತಿತರರು ಇದ್ದರು. — [6, 102, 200, 213]
charaka-col-3-text: ಸ್ವದೇಶಿ ಚಿಂತನೆಗಳನ್ನು ಬೆಳೆಸಲು ಚರಕ ಪ್ರಮುಖ ಪಾತ್ರ ವಹಿಸುತ್ತದೆ. ಗ್ರಾಮೀಣ ಉದ್ಯೋಗ ಸೃಷ್ಟಿಗೂ ಇದು ನೆರವಾಗುತ್ತದೆ. ಈ ಸಂದರ್ಭದಲ್ಲಿ ಗಾಂಧಿ ಸ್ಮಾರಕ ನಿಧಿ ಪದಾಧಿಕಾರಿಗಳು, ಖಾದಿ ಕಾರ್ಯಕರ್ತರು ಹಾಗೂ ಶಿಕ್ಷಕರು ಉಪಸ್ಥಿತರಿದ್ದರು. — [344, 1170, 514, 1195]
polytechnic-photo — [210, 898, 530, 1010]
left-column-rule — [203, 60, 204, 1130]
lead-col-4-text: ಕಾರ್ಯಕ್ರಮದಲ್ಲಿ ಹಲವು ಮಠಾಧೀಶರು, ಜನಪ್ರತಿನಿಧಿಗಳು ಹಾಗೂ ಸಾವಿರಾರು ಭಕ್ತರು ಪಾಲ್ಗೊಂಡಿದ್ದರು. ಜಗದ್ಗುರುಗಳಿಗೆ ಪೂರ್ಣಕುಂಭ ಸ್ವಾಗತ ಕೋರಲಾಯಿತು. ಪೂಜಾ ವಿಧಿವಿಧಾನಗಳು ಶಾಸ್ತ್ರೋಕ್ತವಾಗಿ ನೆರವೇರಿದವು. ನಂತರ ಅನ್ನಸಂತರ್ಪಣೆ ನಡೆಯಿತು. ಶ್ರೀಗಳು ಮಾತನಾಡಿ ಧರ್ಮ ಮಾರ್ಗದಲ್ಲಿ ನಡೆದರೆ ಜೀವನ ಸಾರ್ಥಕವಾಗುತ್ತದೆ. ಗುರು ಹಿರಿಯರನ್ನು ಗೌರವಿಸುವುದು ನಮ್ಮ ಸಂಸ್ಕೃತಿಯ ಭಾಗವಾಗಿದೆ ಎಂದರು. — [772, 104, 938, 146]
education-dateline: ಸತ್ಯಸಾಯಿ ಗ್ರಾಮ, ಮುದ್ದೇನಹಳ್ಳಿ: — [210, 500, 285, 507]
education-col-3-text: ಉನ್ನತ ಶಿಕ್ಷಣದ ನಿರ್ಣಾಯಕ ಅಂಶಗಳ ಕುರಿತು ಚರ್ಚೆಗಳು ನಡೆದವು. 2025 ರ ಕುಲಪತಿಗಳ ಸಮ್ಮೇಳನದಲ್ಲಿ ಶಿಕ್ಷಣ ತಜ್ಞರು ವಿದ್ಯಾರ್ಥಿ ಕೇಂದ್ರಿತ ಶಿಕ್ಷಣದ ಮಹತ್ವವನ್ನು ಒತ್ತಿ ಹೇಳಿದರು. ಭಾರತೀಯ ಜ್ಞಾನ ಪರಂಪರೆಯನ್ನು ಶಿಕ್ಷಣದಲ್ಲಿ ಅಳವಡಿಸಿಕೊಳ್ಳಬೇಕು ಎಂದು ಸಲಹೆ ನೀಡಿದರು. ವಿಶ್ವವಿದ್ಯಾಲಯದ ಸಂಸ್ಥಾಪಕರು ಮಾತನಾಡಿ ಶಿಕ್ಷಣ ಮಾನವೀಯತೆಯ ಸೇವೆಯಾಗಬೇಕು ಎಂದರು. — [578, 500, 754, 542]
page-number: 4 — [8, 0, 36, 50]
polytechnic-col-2-text: ಸನ್ಮಾನಿತರಾದ ಬೋಧಕರು ಮಾತನಾಡಿ ಕಾಲೇಜಿನಲ್ಲಿ ಕಳೆದ ದಿನಗಳನ್ನು ಸ್ಮರಿಸಿಕೊಂಡರು. ಈ ಸಂದರ್ಭದಲ್ಲಿ ಬೋಧಕ ಹಾಗೂ ಬೋಧಕೇತರ ಸಿಬ್ಬಂದಿ, ವಿದ್ಯಾರ್ಥಿಗಳು ಉಪಸ್ಥಿತರಿದ್ದರು. ಕಾರ್ಯಕ್ರಮದಲ್ಲಿ ಸಿಬ್ಬಂದಿ ಶುಭ ಹಾರೈಸಿದರು. — [372, 1014, 530, 1039]
chamundeshwari-col-1 — [528, 1330, 728, 1486]
chamundeshwari-col-2 — [736, 1330, 938, 1486]
chamundeshwari-photo-illustration — [529, 1187, 937, 1325]
education-col-2 — [396, 616, 572, 868]
left-story-1 — [6, 62, 200, 712]
education-col-4-cont: ಆಯೋಜಿಸಲಾಗಿದೆ. ಮೌಲ್ಯ-ಆಧಾರಿತ ಶಿಕ್ಷಣ ಕುರಿತು ವಿಶೇಷ ಗೋಷ್ಠಿಗಳು ನಡೆದವು. ವಿಶ್ವವಿದ್ಯಾಲಯವು ಉಚಿತ ಶಿಕ್ಷಣ, ಉಚಿತ ವಸತಿ ಹಾಗೂ ಉಚಿತ ಆಹಾರ ನೀಡುವ ಮೂಲಕ ದೇಶದಲ್ಲೇ ವಿಶಿಷ್ಟ ಮಾದರಿಯಾಗಿದೆ. ಸಮ್ಮೇಳನದಲ್ಲಿ ಭಾಗವಹಿಸಿದ ಉಪಕುಲಪತಿಗಳು ಈ ಮಾದರಿಯನ್ನು ಶ್ಲಾಘಿಸಿದರು. ಶಿಕ್ಷಣ ಕ್ಷೇತ್ರದಲ್ಲಿ ಸಮಗ್ರ ಬದಲಾವಣೆ ತರಲು ಈ ಸಮ್ಮೇಳನ ಮಾರ್ಗದರ್ಶಿಯಾಗಲಿದೆ. ಇಲ್ಲಿ ಎಲ್ಲ ವಿಭಾಗಗಳ ವಿದ್ಯಾರ್ಥಿಗಳಿಗೆ ಆಧ್ಯಾತ್ಮಿಕ ಹಾಗೂ ನೈತಿಕ ಮೌಲ್ಯಗಳ ಶಿಕ್ಷಣ ನೀಡಲಾಗುತ್ತಿದೆ. — [760, 542, 938, 593]
lead-col-4 — [772, 104, 938, 424]
charaka-photo — [178, 1170, 338, 1266]
lead-dateline: ಚಿಕ್ಕಬಳ್ಳಾಪುರ: — [210, 104, 239, 111]
education-bottom-rule — [206, 870, 941, 872]
chamundeshwari-col-1-text: ನಗರದ ಶ್ರೀ ಚಾಮುಂಡೇಶ್ವರಿ ದೇವಾಲಯದಲ್ಲಿ ಚಾಮುಂಡೇಶ್ವರಿ ಜಯಂತಿ ಅದ್ದೂರಿಯಾಗಿ ನಡೆಯಿತು. ಬೆಳಿಗ್ಗೆಯಿಂದಲೇ ವಿಶೇಷ ಪೂಜೆ, ಅಭಿಷೇಕ, ಅಲಂಕಾರ ನೆರವೇರಿದವು. ಭಕ್ತರು ದೇವಿಯ ದರ್ಶನ ಪಡೆದು ಪುನೀತರಾದರು. ಪ್ರಸಾದ ವಿನಿಯೋಗ ನಡೆಯಿತು. — [528, 1330, 728, 1355]
